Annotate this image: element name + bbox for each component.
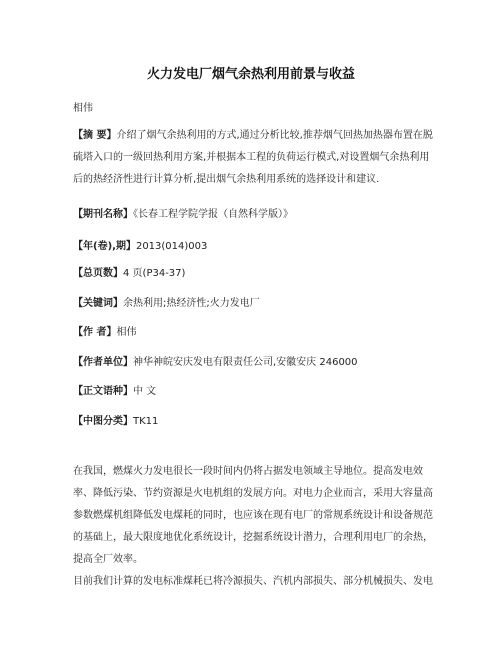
field-value: 相伟	[116, 327, 137, 338]
body-paragraph: 目前我们计算的发电标准煤耗已将冷源损失、汽机内部损失、部分机械损失、发电	[73, 576, 433, 587]
field-label: 【正文语种】	[73, 386, 133, 397]
field-affiliation	[73, 353, 358, 368]
field-language	[73, 382, 156, 397]
field-value: 4 页(P34-37)	[123, 268, 186, 279]
abstract-text: 介绍了烟气余热利用的方式,通过分析比较,推荐烟气回热加热器布置在脱硫塔入口的一级回热利用方案,并根据本工程的负荷运行模式,对设置烟气余热利用后的热经济性进行计算分析,提出烟气余热利用系统的选择设计和建议.	[73, 130, 433, 185]
field-label: 【中图分类】	[73, 416, 133, 427]
field-year-volume	[73, 237, 207, 252]
field-author	[73, 323, 136, 338]
field-label: 【作者单位】	[73, 357, 133, 368]
field-page-count	[73, 264, 185, 279]
document-title: 火力发电厂烟气余热利用前景与收益	[146, 67, 355, 82]
field-label: 【期刊名称】	[73, 209, 133, 220]
field-value: 余热利用;热经济性;火力发电厂	[123, 298, 260, 309]
body-text	[73, 461, 433, 593]
abstract-label: 【摘 要】	[73, 130, 117, 141]
field-journal	[73, 205, 293, 220]
field-classification	[73, 412, 158, 427]
field-value: 2013(014)003	[135, 241, 208, 252]
field-label: 【作 者】	[73, 327, 117, 338]
field-label: 【年(卷),期】	[73, 241, 136, 252]
field-keywords	[73, 294, 260, 309]
field-label: 【总页数】	[73, 268, 123, 279]
abstract	[73, 125, 433, 191]
author-name: 相伟	[73, 103, 93, 114]
field-label: 【关键词】	[73, 298, 123, 309]
field-value: 《长春工程学院学报（自然科学版）》	[133, 209, 293, 220]
field-value: 中 文	[133, 386, 157, 397]
body-paragraph: 在我国，燃煤火力发电很长一段时间内仍将占据发电领域主导地位。提高发电效率、降低污染、节约资源是火电机组的发展方向。对电力企业而言，采用大容量高参数燃煤机组降低发电煤耗的同时，也应该在现有电厂的常规系统设计和设备规范的基础上，最大限度地优化系统设计，挖掘系统设计潜力，合理利用电厂的余热，提高全厂效率。	[73, 466, 433, 565]
field-value: 神华神皖安庆发电有限责任公司,安徽安庆 246000	[133, 357, 358, 368]
field-value: TK11	[133, 416, 159, 427]
